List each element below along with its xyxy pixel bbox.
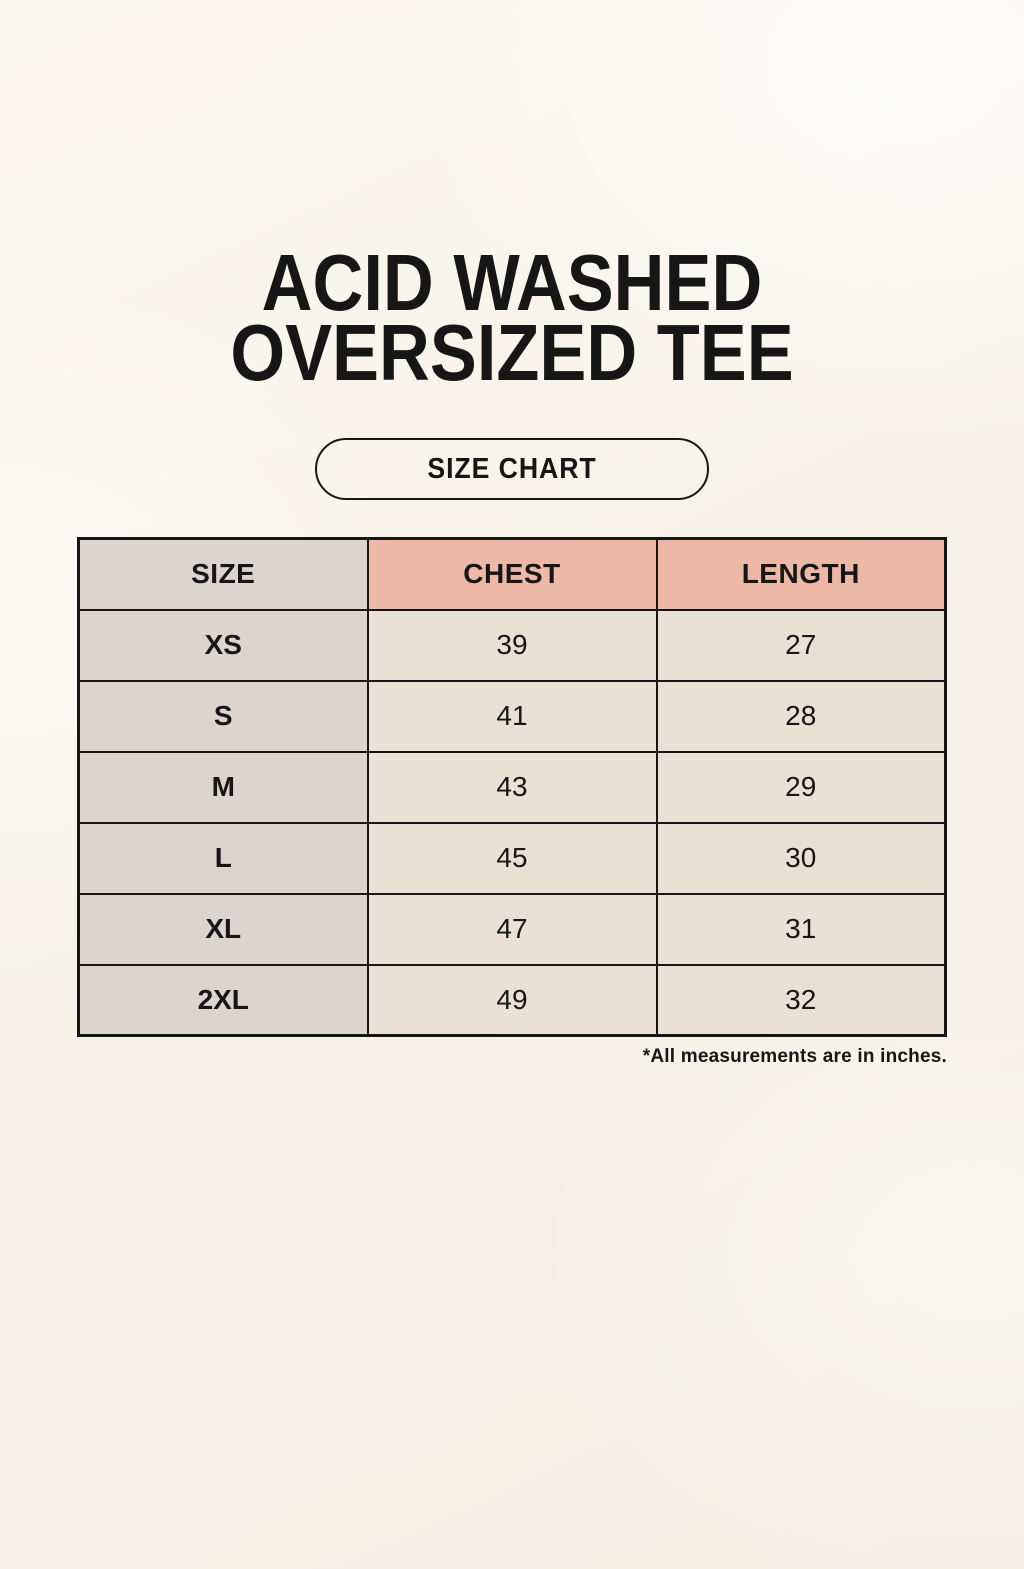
length-value: 29 <box>657 752 946 823</box>
length-value: 27 <box>657 610 946 681</box>
column-header-size: SIZE <box>79 539 368 610</box>
table-row <box>79 894 946 965</box>
chest-value: 39 <box>368 610 657 681</box>
chest-value: 47 <box>368 894 657 965</box>
table-row <box>79 752 946 823</box>
chest-value: 41 <box>368 681 657 752</box>
column-header-length: LENGTH <box>657 539 946 610</box>
column-header-chest: CHEST <box>368 539 657 610</box>
table-row <box>79 823 946 894</box>
product-title-line-1: ACID WASHED <box>261 238 763 327</box>
size-label: XL <box>79 894 368 965</box>
size-chart-page <box>0 238 1024 1068</box>
size-label: 2XL <box>79 965 368 1036</box>
length-value: 31 <box>657 894 946 965</box>
table-row <box>79 965 946 1036</box>
chest-value: 43 <box>368 752 657 823</box>
chest-value: 49 <box>368 965 657 1036</box>
length-value: 28 <box>657 681 946 752</box>
table-row <box>79 610 946 681</box>
product-title <box>61 238 962 397</box>
chest-value: 45 <box>368 823 657 894</box>
size-label: L <box>79 823 368 894</box>
size-chart-button[interactable] <box>315 438 709 500</box>
table-row <box>79 681 946 752</box>
size-chart-button-label: SIZE CHART <box>427 452 597 485</box>
product-title-line-2: OVERSIZED TEE <box>230 308 794 397</box>
measurements-footnote: *All measurements are in inches. <box>642 1046 947 1067</box>
size-label: M <box>79 752 368 823</box>
length-value: 32 <box>657 965 946 1036</box>
size-chart-table <box>77 537 947 1037</box>
table-header-row <box>79 539 946 610</box>
size-label: XS <box>79 610 368 681</box>
length-value: 30 <box>657 823 946 894</box>
size-label: S <box>79 681 368 752</box>
